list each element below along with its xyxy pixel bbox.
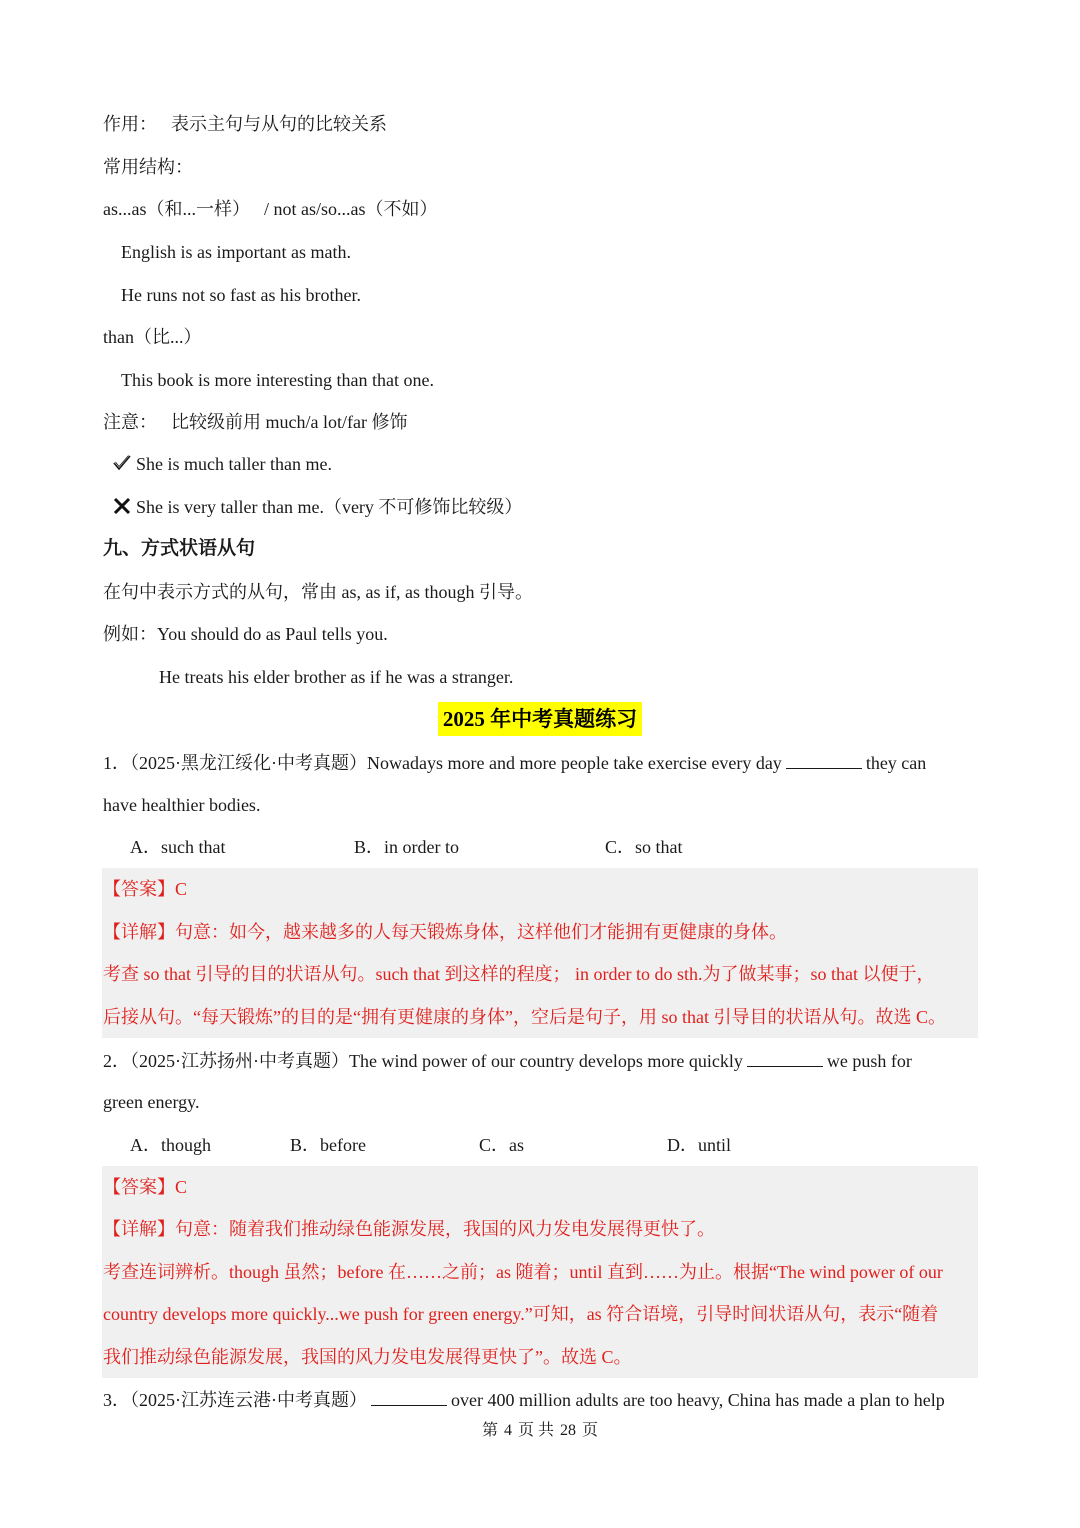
question-3-stem bbox=[103, 1387, 945, 1412]
question-2-detail: 【详解】句意：随着我们推动绿色能源发展，我国的风力发电发展得更快了。 bbox=[103, 1219, 715, 1239]
question-2-stem-line2: green energy. bbox=[103, 1092, 200, 1112]
question-2-stem-before: 2．（2025·江苏扬州·中考真题）The wind power of our country develops more quickly bbox=[103, 1051, 743, 1071]
question-2-blank bbox=[747, 1048, 823, 1067]
structure-as-line bbox=[103, 197, 438, 221]
question-2-option-a: A．though bbox=[130, 1135, 211, 1155]
question-2-analysis-line: 考查连词辨析。though 虽然；before 在……之前；as 随着；until 直到……为止。根据“The wind power of our bbox=[103, 1262, 943, 1282]
question-2-option-b: B．before bbox=[290, 1135, 366, 1155]
section-nine-example-line bbox=[103, 622, 388, 646]
function-text: 表示主句与从句的比较关系 bbox=[171, 114, 387, 134]
question-1-option-b: B．in order to bbox=[354, 837, 459, 857]
question-2-analysis-line: 我们推动绿色能源发展，我国的风力发电发展得更快了”。故选 C。 bbox=[103, 1347, 632, 1367]
footer-middle: 页 共 bbox=[517, 1422, 554, 1439]
example-book: This book is more interesting than that one. bbox=[121, 370, 434, 390]
question-2-option-c: C．as bbox=[479, 1135, 524, 1155]
question-1-stem-before: 1．（2025·黑龙江绥化·中考真题）Nowadays more and more people take exercise every day bbox=[103, 753, 782, 773]
correct-example: She is much taller than me. bbox=[136, 454, 332, 474]
example-stranger: He treats his elder brother as if he was a stranger. bbox=[159, 667, 514, 687]
function-label: 作用： bbox=[103, 114, 157, 134]
structure-as: as...as（和...一样） bbox=[103, 199, 250, 219]
question-3-blank bbox=[371, 1387, 447, 1406]
question-1-option-a: A．such that bbox=[130, 837, 226, 857]
footer-current-page: 4 bbox=[503, 1422, 512, 1439]
question-1-stem bbox=[103, 750, 926, 775]
note-label: 注意： bbox=[103, 412, 157, 432]
question-2-option-d: D．until bbox=[667, 1135, 732, 1155]
example-runs: He runs not so fast as his brother. bbox=[121, 285, 361, 305]
question-1-stem-line2: have healthier bodies. bbox=[103, 795, 261, 815]
question-1-detail: 【详解】句意：如今，越来越多的人每天锻炼身体，这样他们才能拥有更健康的身体。 bbox=[103, 922, 787, 942]
structures-label: 常用结构： bbox=[103, 157, 193, 177]
example-paul: You should do as Paul tells you. bbox=[157, 624, 388, 644]
page-footer bbox=[0, 1420, 1080, 1442]
question-2-stem-after: we push for bbox=[826, 1051, 912, 1071]
question-1-analysis-line: 后接从句。“每天锻炼”的目的是“拥有更健康的身体”，空后是句子，用 so that 引导目的状语从句。故选 C。 bbox=[103, 1007, 946, 1027]
question-1-stem-after: they can bbox=[865, 753, 927, 773]
function-line bbox=[103, 112, 387, 136]
question-2-answer: 【答案】C bbox=[103, 1177, 188, 1197]
practice-title: 2025 年中考真题练习 bbox=[442, 707, 638, 731]
cross-icon bbox=[112, 495, 136, 519]
footer-prefix: 第 bbox=[481, 1422, 498, 1439]
question-1-answer: 【答案】C bbox=[103, 879, 188, 899]
section-nine-description: 在句中表示方式的从句，常由 as, as if, as though 引导。 bbox=[103, 582, 533, 602]
question-3-stem-after: over 400 million adults are too heavy, China has made a plan to help bbox=[451, 1390, 945, 1410]
footer-total-pages: 28 bbox=[560, 1422, 576, 1439]
wrong-example: She is very taller than me.（very 不可修饰比较级） bbox=[136, 497, 523, 517]
section-nine-heading: 九、方式状语从句 bbox=[103, 538, 256, 559]
question-1-option-c: C．so that bbox=[605, 837, 683, 857]
footer-suffix: 页 bbox=[582, 1422, 599, 1439]
example-english: English is as important as math. bbox=[121, 242, 351, 262]
note-line bbox=[103, 410, 407, 434]
wrong-example-line bbox=[112, 495, 522, 519]
question-2-analysis-line: country develops more quickly...we push for green energy.”可知，as 符合语境，引导时间状语从句，表示“随着 bbox=[103, 1304, 939, 1324]
question-1-analysis-line: 考查 so that 引导的目的状语从句。such that 到这样的程度； in order to do sth.为了做某事；so that 以便于， bbox=[103, 964, 935, 984]
structure-than: than（比...） bbox=[103, 327, 202, 347]
example-label: 例如： bbox=[103, 624, 157, 644]
structure-not-as: / not as/so...as（不如） bbox=[264, 199, 438, 219]
question-1-blank bbox=[786, 750, 862, 769]
question-2-stem bbox=[103, 1048, 912, 1073]
correct-example-line bbox=[112, 452, 332, 476]
note-text: 比较级前用 much/a lot/far 修饰 bbox=[171, 412, 408, 432]
question-3-stem-before: 3．（2025·江苏连云港·中考真题） bbox=[103, 1390, 367, 1410]
check-icon bbox=[112, 452, 136, 476]
